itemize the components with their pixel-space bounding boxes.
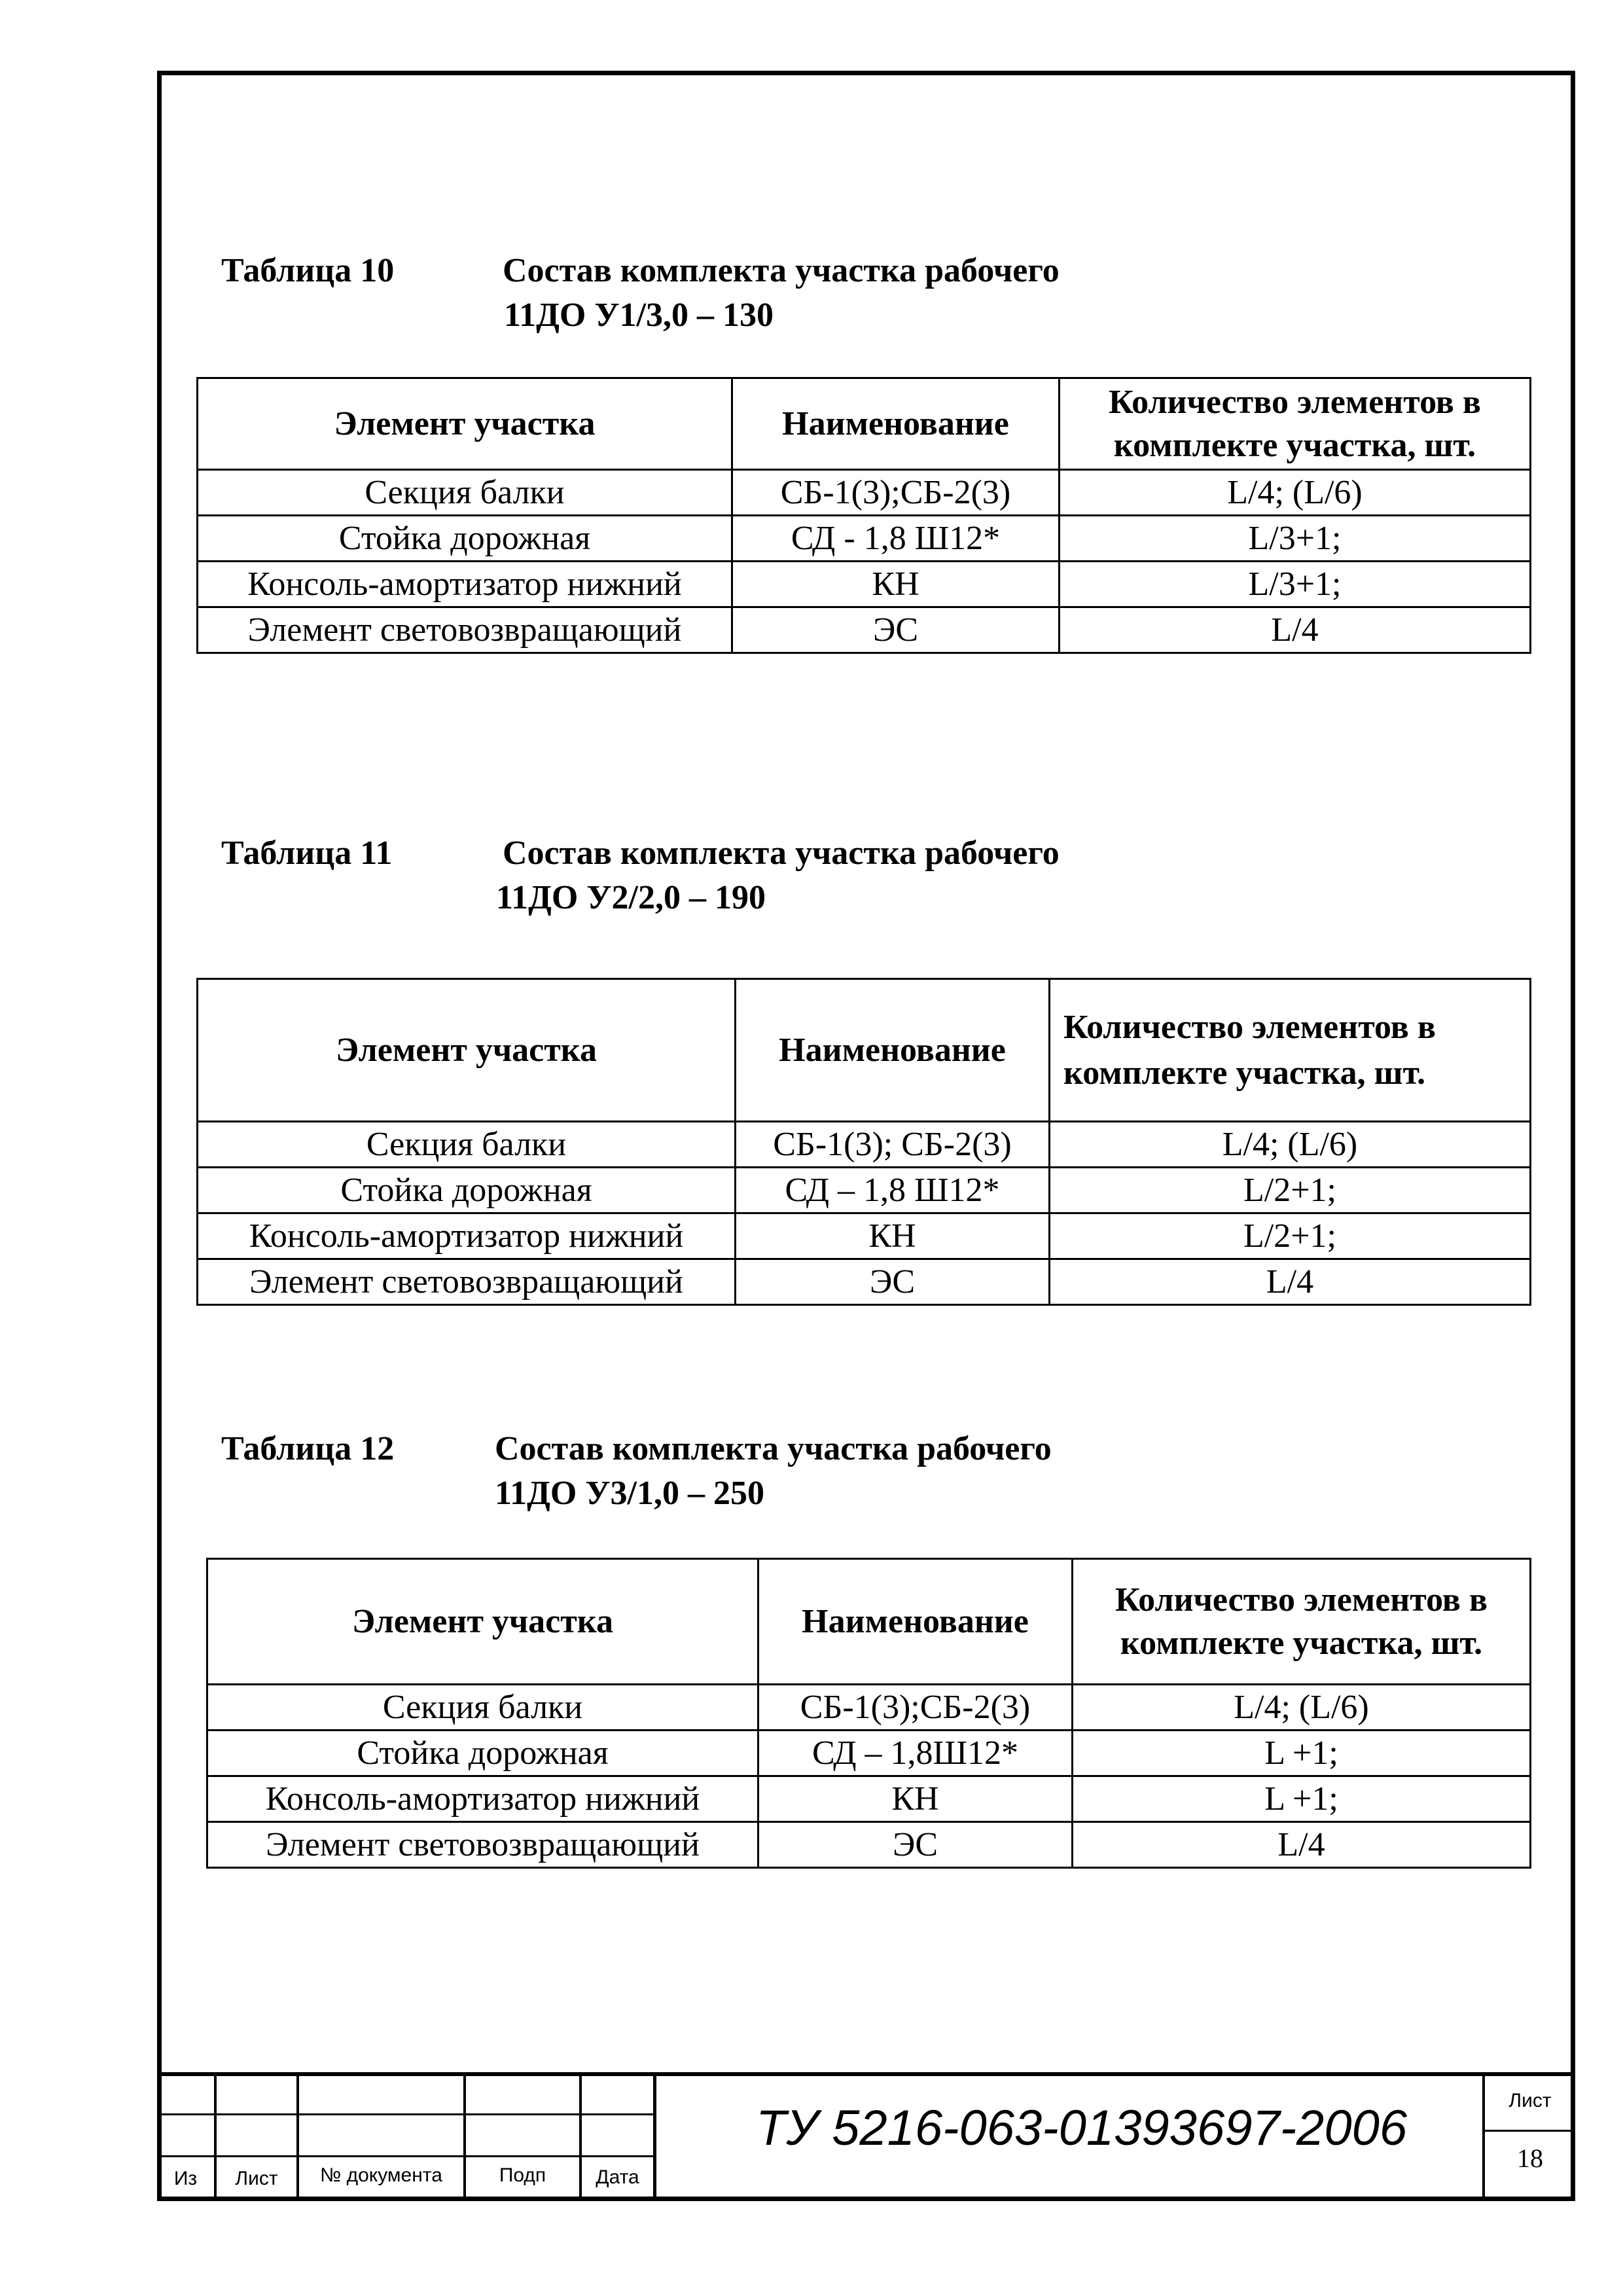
table-title: Состав комплекта участка рабочего — [503, 252, 1060, 289]
stamp-line — [157, 2072, 1575, 2076]
cell-element: Консоль-амортизатор нижний — [207, 1776, 758, 1822]
table-header-row — [198, 378, 1531, 470]
header-quantity-text: Количество элементов в комплекте участка, шт. — [1063, 1008, 1436, 1092]
cell-quantity: L/4; (L/6) — [1060, 470, 1531, 516]
cell-name: СБ-1(3);СБ-2(3) — [758, 1685, 1073, 1731]
table-row — [198, 516, 1531, 562]
header-element: Элемент участка — [207, 1559, 758, 1685]
cell-name: КН — [758, 1776, 1073, 1822]
table-row — [207, 1776, 1531, 1822]
cell-name: КН — [736, 1213, 1050, 1259]
header-quantity-text: Количество элементов в комплекте участка, шт. — [1115, 1581, 1488, 1662]
header-name: Наименование — [736, 979, 1050, 1122]
cell-quantity: L/2+1; — [1050, 1213, 1531, 1259]
stamp-label-date: Дата — [596, 2166, 639, 2188]
table-number: Таблица 12 — [221, 1430, 395, 1467]
table-title-code: 11ДО У1/3,0 – 130 — [504, 296, 774, 334]
table-number: Таблица 10 — [221, 252, 395, 289]
cell-element: Элемент световозвращающий — [198, 607, 732, 653]
cell-quantity: L/4; (L/6) — [1050, 1122, 1531, 1168]
document-code: ТУ 5216-063-01393697-2006 — [756, 2100, 1408, 2156]
cell-element: Секция балки — [198, 470, 732, 516]
table-row — [198, 562, 1531, 607]
header-name: Наименование — [758, 1559, 1073, 1685]
cell-name: СБ-1(3);СБ-2(3) — [732, 470, 1060, 516]
header-quantity-text: Количество элементов в комплекте участка, шт. — [1109, 383, 1481, 464]
table-number: Таблица 11 — [221, 834, 393, 872]
stamp-label-document: № документа — [320, 2164, 442, 2186]
cell-element: Элемент световозвращающий — [207, 1822, 758, 1868]
header-quantity — [1073, 1559, 1531, 1685]
table-row — [207, 1685, 1531, 1731]
cell-quantity: L +1; — [1073, 1731, 1531, 1776]
stamp-line — [1482, 2130, 1575, 2132]
spec-table — [196, 978, 1531, 1306]
sheet-number: 18 — [1517, 2144, 1543, 2173]
cell-element: Консоль-амортизатор нижний — [198, 1213, 736, 1259]
stamp-label-signature: Подп — [499, 2164, 546, 2186]
header-element: Элемент участка — [198, 378, 732, 470]
table-row — [198, 470, 1531, 516]
cell-element: Секция балки — [198, 1122, 736, 1168]
table-title-code: 11ДО У2/2,0 – 190 — [496, 879, 766, 916]
header-quantity — [1050, 979, 1531, 1122]
table-row — [198, 1168, 1531, 1213]
cell-name: СБ-1(3); СБ-2(3) — [736, 1122, 1050, 1168]
cell-element: Консоль-амортизатор нижний — [198, 562, 732, 607]
cell-name: КН — [732, 562, 1060, 607]
cell-quantity: L/4 — [1073, 1822, 1531, 1868]
table-title: Состав комплекта участка рабочего — [503, 834, 1060, 872]
table-header-row — [207, 1559, 1531, 1685]
cell-element: Стойка дорожная — [198, 1168, 736, 1213]
cell-quantity: L/3+1; — [1060, 516, 1531, 562]
cell-quantity: L/4; (L/6) — [1073, 1685, 1531, 1731]
table-row — [198, 1259, 1531, 1305]
title-block — [157, 2072, 1575, 2201]
cell-name: ЭС — [758, 1822, 1073, 1868]
header-name: Наименование — [732, 378, 1060, 470]
stamp-label-sheet: Лист — [235, 2168, 278, 2189]
cell-element: Стойка дорожная — [207, 1731, 758, 1776]
header-quantity — [1060, 378, 1531, 470]
table-row — [198, 1122, 1531, 1168]
cell-name: ЭС — [736, 1259, 1050, 1305]
spec-table — [196, 377, 1531, 654]
cell-quantity: L/4 — [1050, 1259, 1531, 1305]
stamp-label-change: Из — [173, 2168, 198, 2189]
cell-name: СД - 1,8 Ш12* — [732, 516, 1060, 562]
cell-quantity: L +1; — [1073, 1776, 1531, 1822]
stamp-line — [653, 2072, 656, 2201]
sheet-label: Лист — [1508, 2090, 1552, 2111]
cell-quantity: L/2+1; — [1050, 1168, 1531, 1213]
cell-quantity: L/3+1; — [1060, 562, 1531, 607]
table-row — [207, 1822, 1531, 1868]
table-row — [198, 1213, 1531, 1259]
table-title-code: 11ДО У3/1,0 – 250 — [495, 1475, 764, 1512]
cell-name: ЭС — [732, 607, 1060, 653]
table-title: Состав комплекта участка рабочего — [495, 1430, 1052, 1467]
spec-table — [206, 1558, 1531, 1869]
cell-element: Секция балки — [207, 1685, 758, 1731]
header-element: Элемент участка — [198, 979, 736, 1122]
table-header-row — [198, 979, 1531, 1122]
table-row — [198, 607, 1531, 653]
cell-name: СД – 1,8 Ш12* — [736, 1168, 1050, 1213]
cell-element: Стойка дорожная — [198, 516, 732, 562]
table-row — [207, 1731, 1531, 1776]
cell-name: СД – 1,8Ш12* — [758, 1731, 1073, 1776]
cell-element: Элемент световозвращающий — [198, 1259, 736, 1305]
cell-quantity: L/4 — [1060, 607, 1531, 653]
